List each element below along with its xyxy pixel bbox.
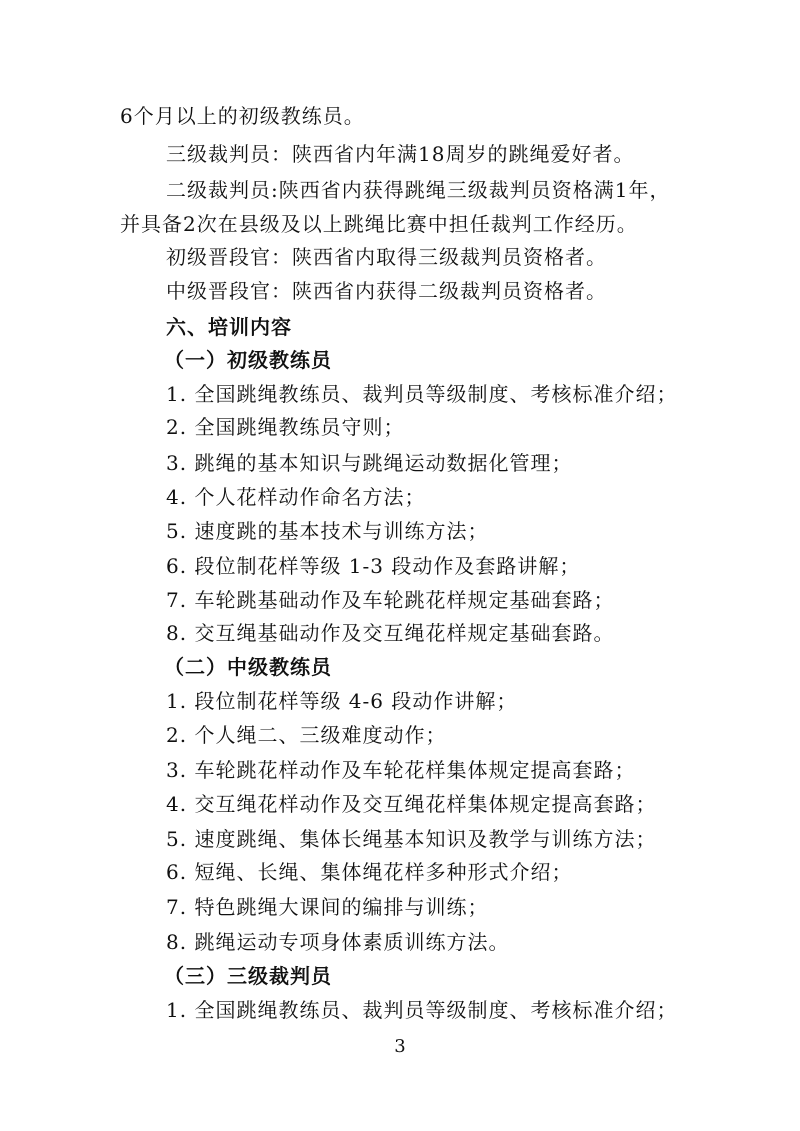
list-item: 7. 特色跳绳大课间的编排与训练；: [166, 895, 489, 919]
list-item: 6. 短绳、长绳、集体绳花样多种形式介绍；: [166, 860, 573, 884]
list-item: 1. 段位制花样等级 4-6 段动作讲解；: [166, 689, 518, 713]
intro-line-5: 初级晋段官：陕西省内取得三级裁判员资格者。: [166, 245, 607, 269]
intro-line-6: 中级晋段官：陕西省内获得二级裁判员资格者。: [166, 279, 607, 303]
page-number: 3: [394, 1036, 406, 1057]
subsection-title-1: （一）初级教练员: [164, 348, 332, 372]
list-item: 2. 个人绳二、三级难度动作；: [166, 723, 447, 747]
intro-line-4: 并具备2次在县级及以上跳绳比赛中担任裁判工作经历。: [120, 212, 638, 236]
list-item: 1. 全国跳绳教练员、裁判员等级制度、考核标准介绍；: [166, 382, 678, 406]
list-item: 4. 个人花样动作命名方法；: [166, 485, 426, 509]
list-item: 8. 交互绳基础动作及交互绳花样规定基础套路。: [166, 621, 615, 645]
list-item: 3. 跳绳的基本知识与跳绳运动数据化管理；: [166, 451, 573, 475]
list-item: 7. 车轮跳基础动作及车轮跳花样规定基础套路；: [166, 588, 615, 612]
list-item: 8. 跳绳运动专项身体素质训练方法。: [166, 930, 510, 954]
list-item: 4. 交互绳花样动作及交互绳花样集体规定提高套路；: [166, 792, 657, 816]
list-item: 2. 全国跳绳教练员守则；: [166, 415, 405, 439]
section-title: 六、培训内容: [166, 315, 292, 339]
subsection-title-2: （二）中级教练员: [164, 655, 332, 679]
intro-line-2: 三级裁判员：陕西省内年满18周岁的跳绳爱好者。: [166, 142, 635, 166]
intro-line-3: 二级裁判员:陕西省内获得跳绳三级裁判员资格满1年，: [166, 178, 671, 202]
list-item: 5. 速度跳绳、集体长绳基本知识及教学与训练方法；: [166, 827, 657, 851]
list-item: 5. 速度跳的基本技术与训练方法；: [166, 519, 489, 543]
subsection-title-3: （三）三级裁判员: [164, 964, 332, 988]
list-item: 1. 全国跳绳教练员、裁判员等级制度、考核标准介绍；: [166, 998, 678, 1022]
list-item: 6. 段位制花样等级 1-3 段动作及套路讲解；: [166, 554, 581, 578]
intro-line-1: 6个月以上的初级教练员。: [120, 104, 365, 128]
list-item: 3. 车轮跳花样动作及车轮花样集体规定提高套路；: [166, 758, 636, 782]
